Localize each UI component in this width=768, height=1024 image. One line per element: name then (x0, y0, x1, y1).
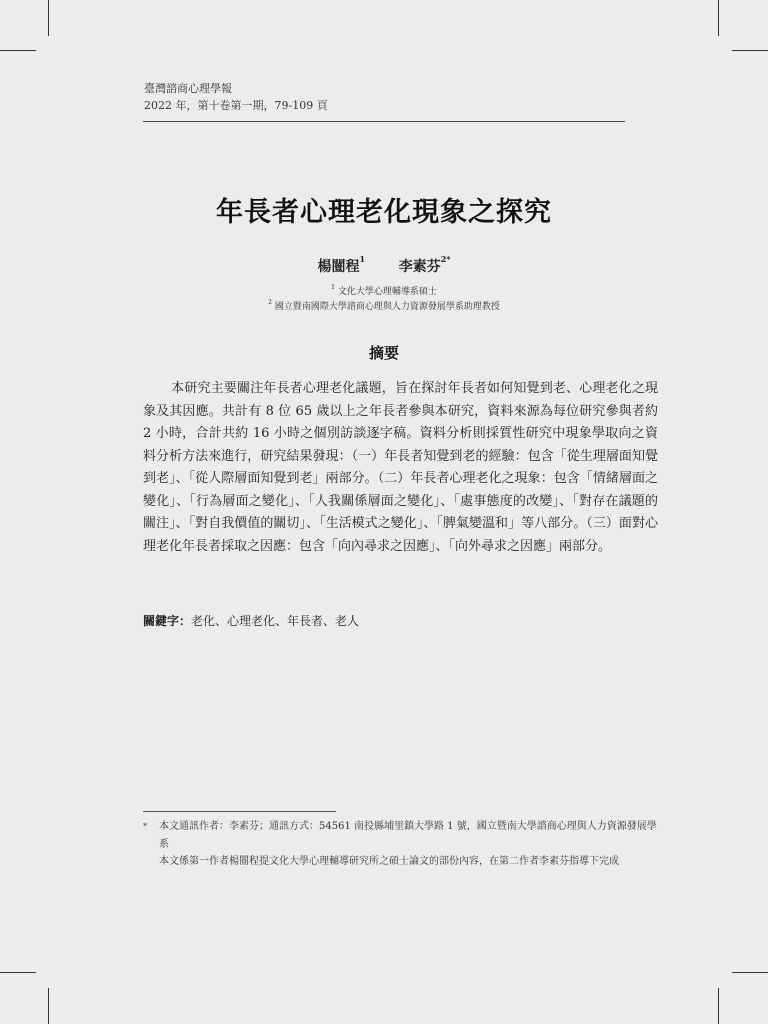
abstract-heading: 摘要 (368, 344, 399, 362)
keywords-label: 關鍵字： (143, 614, 192, 628)
keywords (143, 612, 359, 629)
footnote-text: 本文通訊作者：李素芬；通訊方式：54561 南投縣埔里鎮大學路 1 號，國立暨南大學諮商心理與人力資源發展學系 (159, 821, 657, 850)
abstract-text: 本研究主要關注年長者心理老化議題，旨在探討年長者如何知覺到老、心理老化之現象及其因應。共計有 8 位 65 歲以上之年長者參與本研究，資料來源為每位研究參與者約 2 小時，合計共約 16 小時之個別訪談逐字稿。資料分析則採質性研究中現象學取向之資料分析方法來進行，研究結果發現：（一）年長者知覺到老的經驗：包含「從生理層面知覺到老」、「從人際層面知覺到老」兩部分。（二）年長者心理老化之現象：包含「情緒層面之變化」、「行為層面之變化」、「人我關係層面之變化」、「處事態度的改變」、「對存在議題的關注」、「對自我價值的關切」、「生活模式之變化」、「脾氣變溫和」等八部分。（三）面對心理老化年長者採取之因應：包含「向內尋求之因應」、「向外尋求之因應」兩部分。 (143, 381, 658, 554)
abstract-body (143, 378, 658, 558)
affiliation-text: 國立暨南國際大學諮商心理與人力資源發展學系助理教授 (274, 302, 500, 312)
crop-mark (0, 972, 36, 973)
footnote-note: 本文係第一作者楊闓程提文化大學心理輔導研究所之碩士論文的部份內容，在第二作者李素芬指導下完成 (159, 856, 619, 867)
footnotes (143, 818, 658, 871)
crop-mark (0, 50, 36, 51)
journal-name: 臺灣諮商心理學報 (144, 82, 232, 95)
crop-mark (48, 0, 49, 36)
paper-title: 年長者心理老化現象之探究 (216, 197, 552, 228)
affiliation-mark: 1 (331, 284, 335, 291)
crop-mark (732, 972, 768, 973)
author-line (0, 256, 768, 276)
crop-mark (718, 0, 719, 36)
journal-issue: 2022 年，第十卷第一期，79-109 頁 (144, 99, 328, 112)
crop-mark (732, 50, 768, 51)
affiliation-text: 文化大學心理輔導系碩士 (337, 287, 437, 297)
author-mark: 1 (359, 254, 366, 264)
affiliation (0, 299, 768, 312)
author-name: 李素芬 (398, 259, 441, 275)
header-rule (143, 121, 625, 122)
crop-mark (718, 988, 719, 1024)
footnote-rule (143, 811, 336, 812)
journal-header (144, 80, 328, 114)
footnote-correspondence (143, 818, 658, 853)
affiliation-mark: 2 (268, 299, 272, 306)
author-mark: 2* (440, 254, 451, 264)
footnote-mark: * (143, 822, 147, 831)
author-name: 楊闓程 (317, 259, 360, 275)
affiliation (0, 284, 768, 297)
crop-mark (48, 988, 49, 1024)
keywords-text: 老化、心理老化、年長者、老人 (191, 614, 360, 628)
